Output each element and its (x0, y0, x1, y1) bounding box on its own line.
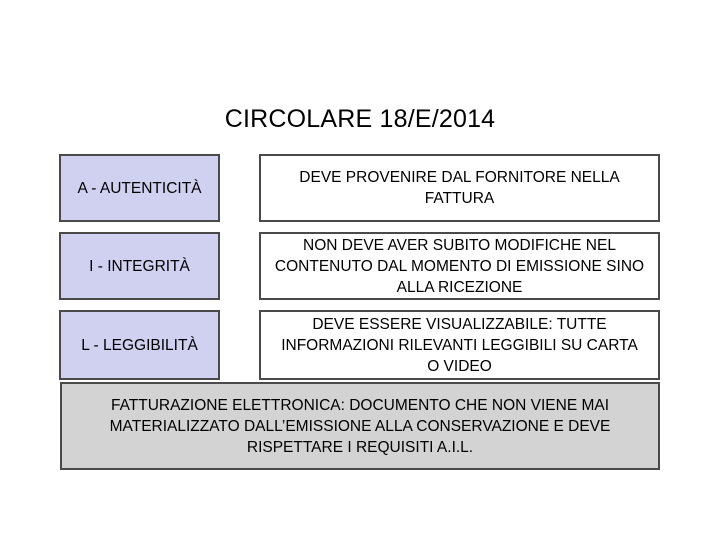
label-autenticita: A - AUTENTICITÀ (77, 179, 202, 197)
label-box-autenticita (59, 154, 220, 222)
label-leggibilita: L - LEGGIBILITÀ (81, 336, 198, 354)
label-box-leggibilita (59, 310, 220, 380)
footer-text: FATTURAZIONE ELETTRONICA: DOCUMENTO CHE NON VIENE MAI MATERIALIZZATO DALL’EMISSIONE ALLA CONSERVAZIONE E DEVE RISPETTARE I REQUISITI A.I.L. (109, 396, 611, 456)
description-leggibilita: DEVE ESSERE VISUALIZZABILE: TUTTE INFORMAZIONI RILEVANTI LEGGIBILI SU CARTA O VIDEO (281, 315, 638, 375)
description-autenticita: DEVE PROVENIRE DAL FORNITORE NELLA FATTURA (299, 169, 620, 207)
footer-box (60, 382, 660, 470)
description-box-leggibilita (259, 310, 660, 380)
description-box-autenticita (259, 154, 660, 222)
page-title: CIRCOLARE 18/E/2014 (224, 105, 496, 133)
description-box-integrita (259, 232, 660, 300)
description-integrita: NON DEVE AVER SUBITO MODIFICHE NEL CONTENUTO DAL MOMENTO DI EMISSIONE SINO ALLA RICEZIONE (274, 236, 645, 296)
label-integrita: I - INTEGRITÀ (89, 257, 190, 275)
label-box-integrita (59, 232, 220, 300)
